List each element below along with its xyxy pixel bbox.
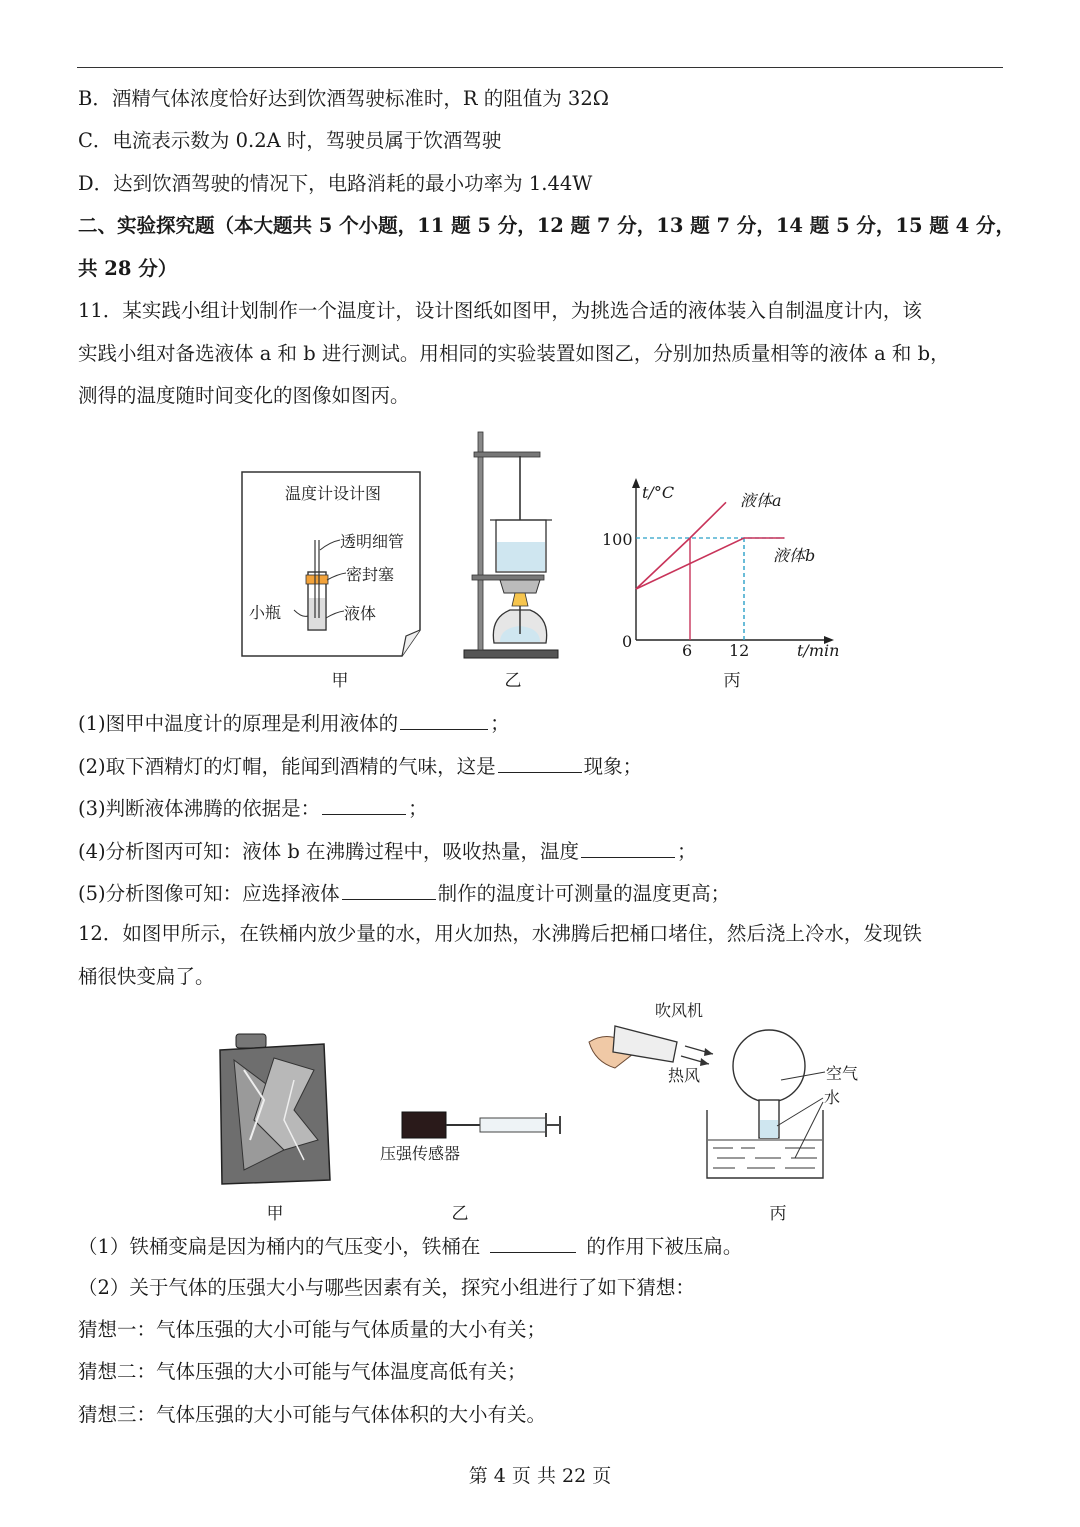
q11-sub2: (2)取下酒精灯的灯帽，能闻到酒精的气味，这是 现象；: [78, 752, 1008, 780]
q12-stem-1: 12．如图甲所示，在铁桶内放少量的水，用火加热，水沸腾后把桶口堵住，然后浇上冷水，发现铁: [78, 922, 922, 945]
hair-dryer-flask-figure: [585, 1018, 835, 1183]
chart-label-liquid-b: 液体b: [773, 546, 816, 565]
chart-xlabel: t/min: [797, 641, 840, 660]
header-rule: [77, 67, 1003, 68]
q11-stem-2: 实践小组对备选液体 a 和 b 进行测试。用相同的实验装置如图乙，分别加热质量相等的液体 a 和 b，: [78, 342, 950, 365]
thermometer-design-title: 温度计设计图: [284, 484, 381, 503]
answer-blank-5[interactable]: [342, 879, 436, 900]
chart-ylabel: t/°C: [642, 483, 675, 502]
label-hair-dryer: 吹风机: [655, 1001, 704, 1020]
label-small-bottle: 小瓶: [249, 603, 282, 622]
q11-sub4: (4)分析图丙可知：液体 b 在沸腾过程中，吸收热量，温度 ；: [78, 837, 1008, 865]
q11-stem-1: 11．某实践小组计划制作一个温度计，设计图纸如图甲，为挑选合适的液体装入自制温度计内，该: [78, 299, 922, 322]
answer-blank-1[interactable]: [400, 709, 488, 730]
label-seal-plug: 密封塞: [346, 565, 395, 584]
option-b: B．酒精气体浓度恰好达到饮酒驾驶标准时，R 的阻值为 32Ω: [78, 87, 609, 110]
temperature-time-chart: [600, 475, 845, 665]
q12-sub1: （1）铁桶变扁是因为桶内的气压变小，铁桶在 的作用下被压扁。: [78, 1232, 1008, 1260]
pressure-sensor-syringe-figure: [398, 1108, 568, 1143]
series-line-liquid-a: [636, 502, 726, 589]
option-d: D．达到饮酒驾驶的情况下，电路消耗的最小功率为 1.44W: [78, 172, 593, 195]
label-hot-wind: 热风: [668, 1066, 701, 1085]
answer-blank-4[interactable]: [581, 837, 675, 858]
q12-guess-1: 猜想一：气体压强的大小可能与气体质量的大小有关；: [78, 1318, 547, 1341]
answer-blank-3[interactable]: [322, 794, 406, 815]
q11-sub1: (1)图甲中温度计的原理是利用液体的 ；: [78, 709, 1008, 737]
section-heading: 二、实验探究题（本大题共 5 个小题，11 题 5 分，12 题 7 分，13 题 7 分，14 题 5 分，15 题 4 分，: [78, 214, 1015, 237]
page-footer: 第 4 页 共 22 页: [468, 1465, 612, 1487]
chart-ytick-100: 100: [602, 530, 633, 549]
q12-guess-2: 猜想二：气体压强的大小可能与气体温度高低有关；: [78, 1360, 527, 1383]
chart-xtick-0: 0: [622, 632, 633, 651]
label-liquid: 液体: [344, 604, 377, 623]
q12-caption-yi: 乙: [451, 1204, 469, 1224]
chart-label-liquid-a: 液体a: [740, 491, 782, 510]
answer-blank-2[interactable]: [498, 752, 582, 773]
figure-caption-yi: 乙: [504, 671, 522, 691]
option-c: C．电流表示数为 0.2A 时，驾驶员属于饮酒驾驶: [78, 129, 502, 152]
q12-stem-2: 桶很快变扁了。: [78, 965, 215, 988]
heating-apparatus-figure: [460, 428, 565, 660]
series-line-liquid-b: [636, 538, 785, 589]
q11-sub3: (3)判断液体沸腾的依据是： ；: [78, 794, 1008, 822]
figure-caption-bing: 丙: [723, 671, 741, 691]
label-water: 水: [824, 1088, 841, 1107]
label-transparent-tube: 透明细管: [340, 532, 405, 551]
crushed-iron-can-figure: [214, 1030, 334, 1190]
section-heading-cont: 共 28 分）: [78, 257, 178, 280]
q12-sub2: （2）关于气体的压强大小与哪些因素有关，探究小组进行了如下猜想：: [78, 1276, 695, 1299]
answer-blank-6[interactable]: [490, 1232, 576, 1253]
q11-sub5: (5)分析图像可知：应选择液体 制作的温度计可测量的温度更高；: [78, 879, 1008, 907]
q12-guess-3: 猜想三：气体压强的大小可能与气体体积的大小有关。: [78, 1403, 547, 1426]
chart-xtick-6: 6: [682, 641, 693, 660]
chart-xtick-12: 12: [729, 641, 750, 660]
label-air: 空气: [826, 1064, 859, 1083]
q11-stem-3: 测得的温度随时间变化的图像如图丙。: [78, 384, 410, 407]
figure-caption-jia: 甲: [331, 671, 349, 691]
q12-caption-jia: 甲: [266, 1204, 284, 1224]
label-pressure-sensor: 压强传感器: [380, 1144, 461, 1163]
q12-caption-bing: 丙: [769, 1204, 787, 1224]
